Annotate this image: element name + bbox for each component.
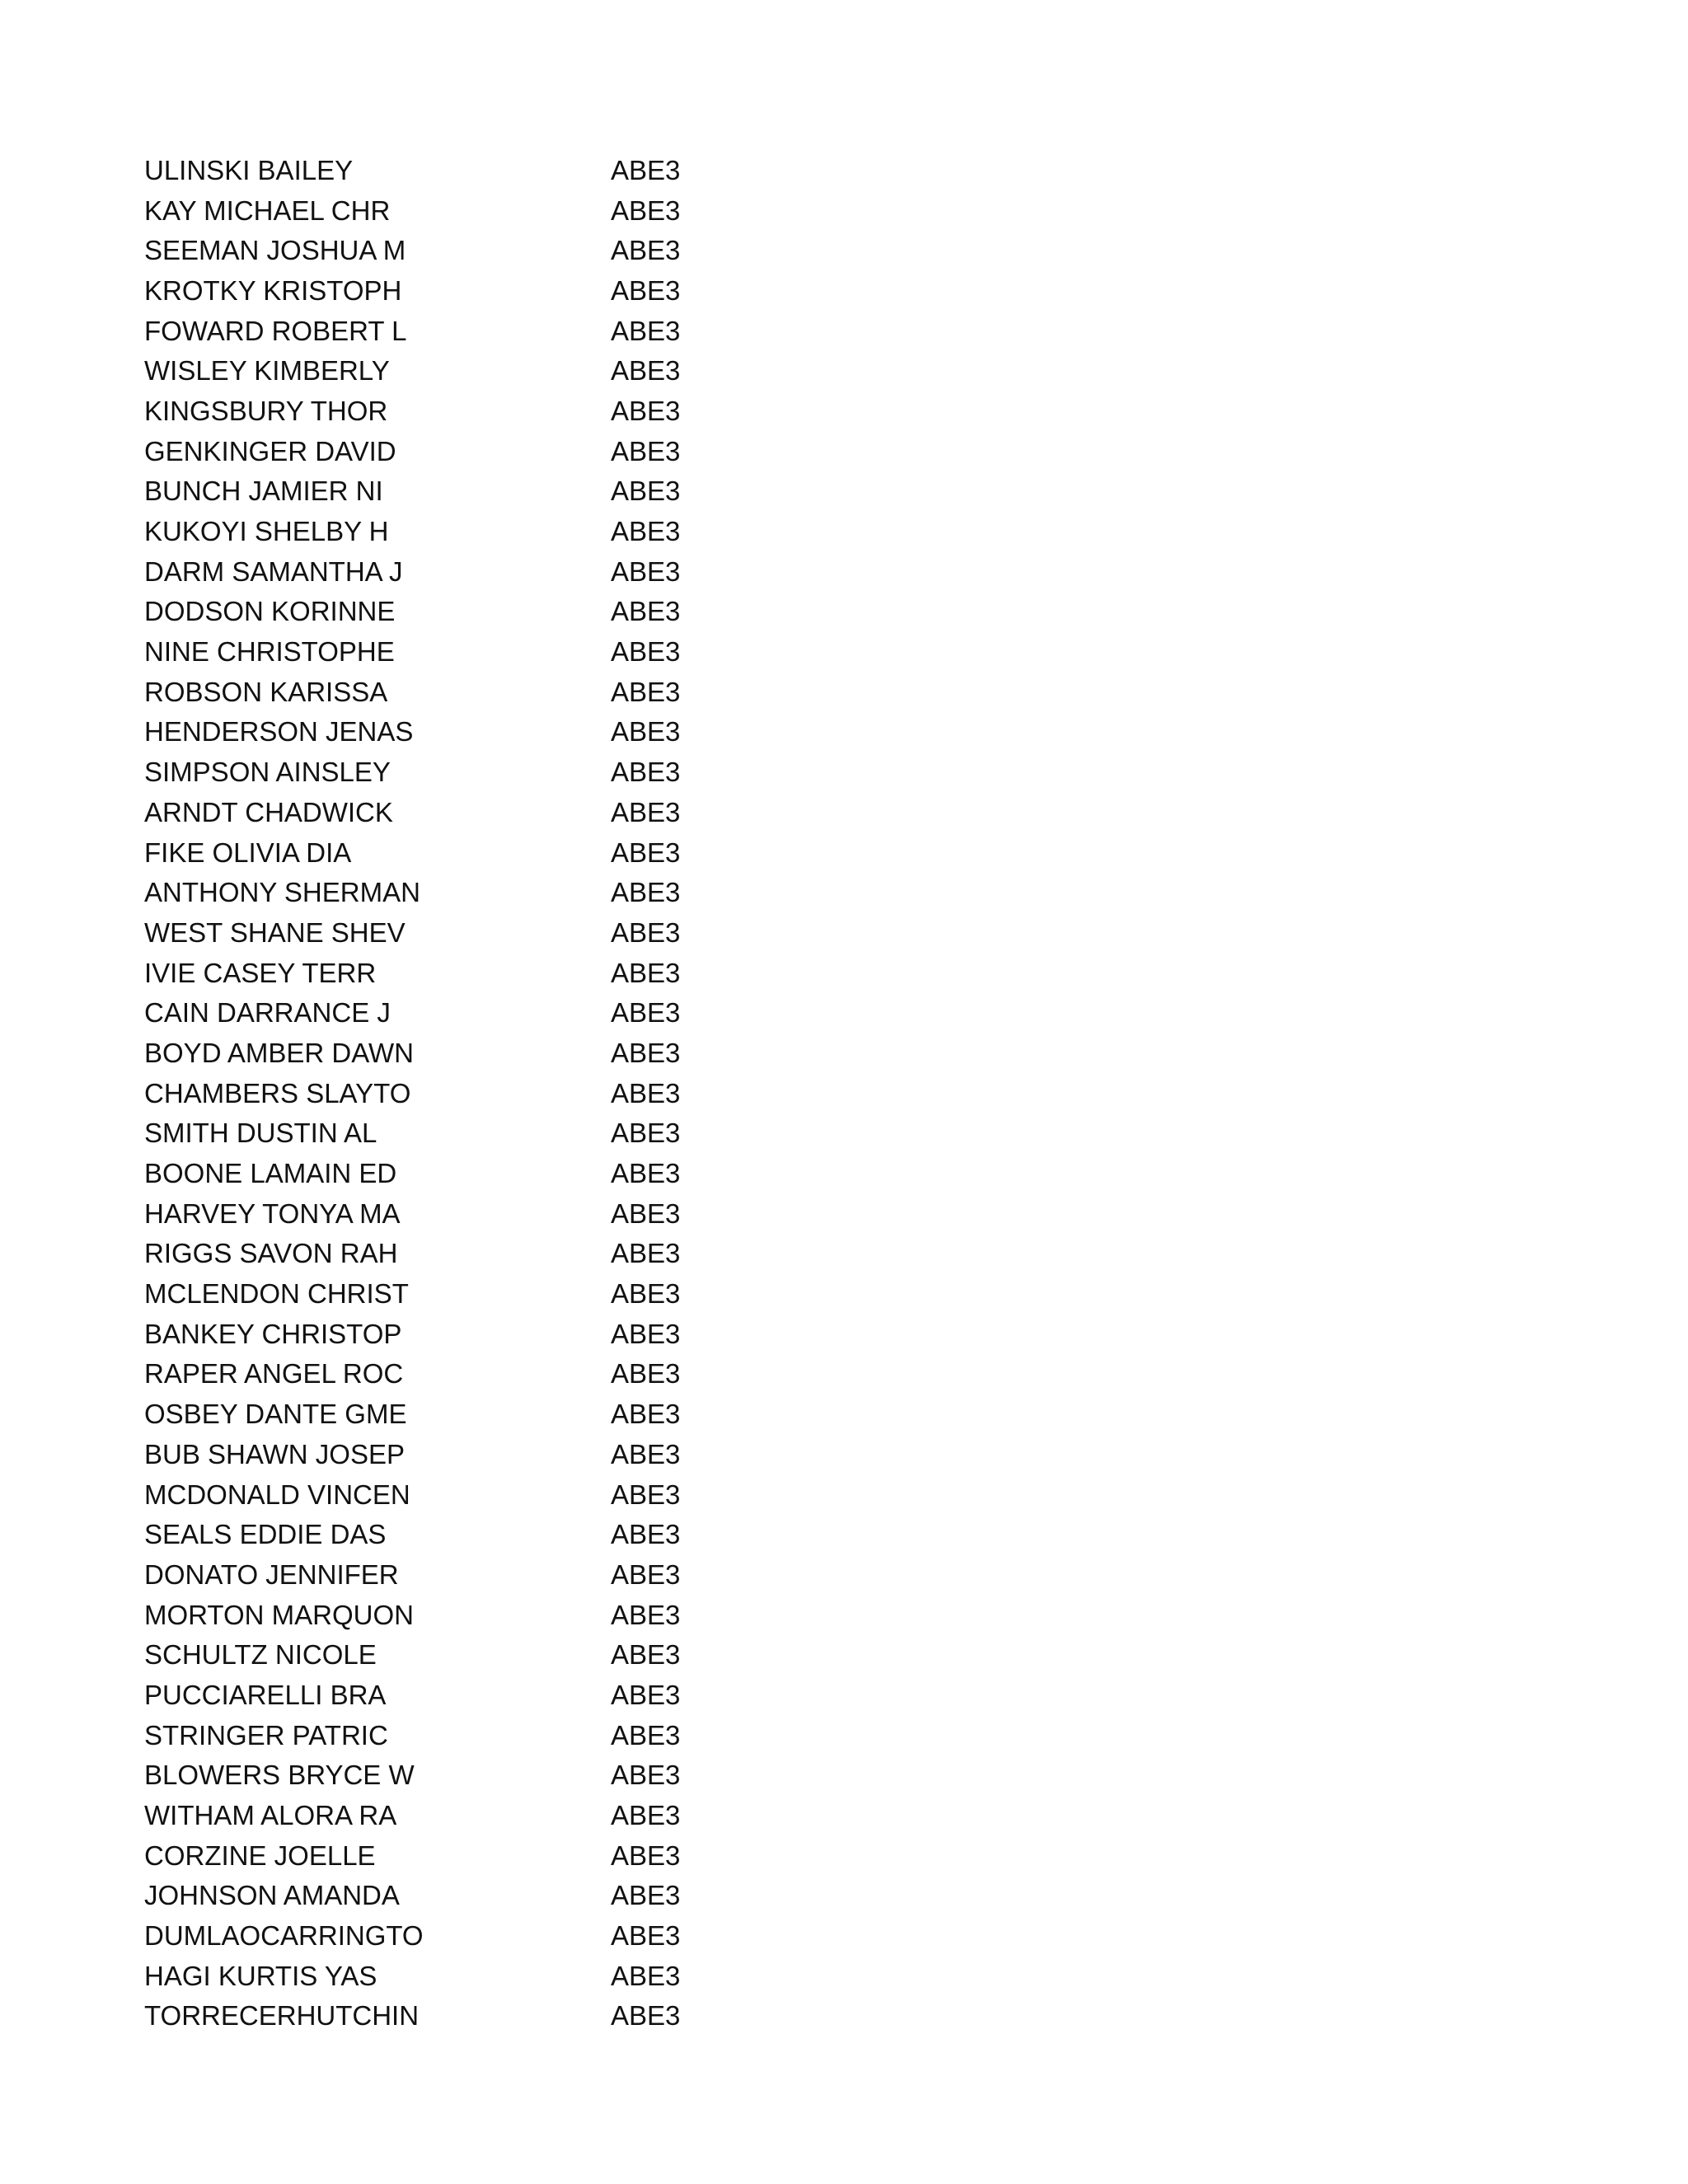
- code-cell: ABE3: [611, 1760, 681, 1791]
- code-cell: ABE3: [611, 636, 681, 668]
- list-row: [144, 1715, 886, 1755]
- code-cell: ABE3: [611, 796, 681, 827]
- person-name-cell: CAIN DARRANCE J: [144, 997, 391, 1029]
- code-cell: ABE3: [611, 1318, 681, 1349]
- person-name-cell: IVIE CASEY TERR: [144, 957, 377, 988]
- person-name-cell: CHAMBERS SLAYTO: [144, 1077, 411, 1108]
- list-row: [144, 592, 886, 632]
- list-row: [144, 712, 886, 752]
- person-name-cell: GENKINGER DAVID: [144, 435, 396, 466]
- code-cell: ABE3: [611, 274, 681, 306]
- code-cell: ABE3: [611, 1519, 681, 1550]
- person-name-cell: FIKE OLIVIA DIA: [144, 837, 352, 868]
- code-cell: ABE3: [611, 516, 681, 547]
- code-cell: ABE3: [611, 1037, 681, 1068]
- list-row: [144, 912, 886, 953]
- list-row: [144, 1915, 886, 1956]
- code-cell: ABE3: [611, 957, 681, 988]
- list-row: [144, 992, 886, 1033]
- code-cell: ABE3: [611, 916, 681, 948]
- code-cell: ABE3: [611, 476, 681, 507]
- person-name-cell: ARNDT CHADWICK: [144, 796, 393, 827]
- person-name-cell: SMITH DUSTIN AL: [144, 1118, 377, 1149]
- code-cell: ABE3: [611, 1880, 681, 1911]
- list-row: [144, 872, 886, 912]
- name-code-list: [144, 150, 886, 2036]
- code-cell: ABE3: [611, 757, 681, 788]
- code-cell: ABE3: [611, 1399, 681, 1430]
- person-name-cell: ANTHONY SHERMAN: [144, 877, 420, 908]
- person-name-cell: MCDONALD VINCEN: [144, 1479, 410, 1510]
- person-name-cell: SEALS EDDIE DAS: [144, 1519, 387, 1550]
- list-row: [144, 1314, 886, 1354]
- list-row: [144, 1996, 886, 2036]
- person-name-cell: BUNCH JAMIER NI: [144, 476, 383, 507]
- list-row: [144, 270, 886, 311]
- person-name-cell: SCHULTZ NICOLE: [144, 1639, 377, 1671]
- person-name-cell: CORZINE JOELLE: [144, 1840, 376, 1871]
- list-row: [144, 1113, 886, 1154]
- code-cell: ABE3: [611, 555, 681, 587]
- person-name-cell: DONATO JENNIFER: [144, 1558, 399, 1590]
- code-cell: ABE3: [611, 1920, 681, 1952]
- list-row: [144, 1394, 886, 1434]
- code-cell: ABE3: [611, 1639, 681, 1671]
- person-name-cell: RAPER ANGEL ROC: [144, 1358, 404, 1390]
- person-name-cell: BUB SHAWN JOSEP: [144, 1438, 405, 1469]
- list-row: [144, 631, 886, 672]
- person-name-cell: HAGI KURTIS YAS: [144, 1960, 377, 1991]
- code-cell: ABE3: [611, 355, 681, 387]
- list-row: [144, 1234, 886, 1274]
- list-row: [144, 672, 886, 712]
- list-row: [144, 1514, 886, 1554]
- code-cell: ABE3: [611, 1158, 681, 1189]
- person-name-cell: DUMLAOCARRINGTO: [144, 1920, 424, 1952]
- code-cell: ABE3: [611, 1558, 681, 1590]
- list-row: [144, 1193, 886, 1234]
- list-row: [144, 1956, 886, 1996]
- list-row: [144, 832, 886, 873]
- list-row: [144, 1033, 886, 1073]
- code-cell: ABE3: [611, 1960, 681, 1991]
- code-cell: ABE3: [611, 997, 681, 1029]
- person-name-cell: TORRECERHUTCHIN: [144, 2000, 420, 2032]
- code-cell: ABE3: [611, 235, 681, 266]
- person-name-cell: KUKOYI SHELBY H: [144, 516, 389, 547]
- code-cell: ABE3: [611, 1118, 681, 1149]
- list-row: [144, 311, 886, 351]
- person-name-cell: BANKEY CHRISTOP: [144, 1318, 402, 1349]
- code-cell: ABE3: [611, 194, 681, 226]
- list-row: [144, 1434, 886, 1474]
- list-row: [144, 350, 886, 391]
- person-name-cell: STRINGER PATRIC: [144, 1719, 388, 1750]
- person-name-cell: ULINSKI BAILEY: [144, 154, 354, 185]
- person-name-cell: PUCCIARELLI BRA: [144, 1679, 387, 1710]
- list-row: [144, 1835, 886, 1876]
- person-name-cell: KROTKY KRISTOPH: [144, 274, 402, 306]
- code-cell: ABE3: [611, 1438, 681, 1469]
- list-row: [144, 1755, 886, 1796]
- code-cell: ABE3: [611, 395, 681, 426]
- list-row: [144, 1595, 886, 1635]
- code-cell: ABE3: [611, 1679, 681, 1710]
- code-cell: ABE3: [611, 1077, 681, 1108]
- list-row: [144, 1634, 886, 1675]
- person-name-cell: DODSON KORINNE: [144, 596, 396, 627]
- code-cell: ABE3: [611, 1719, 681, 1750]
- list-row: [144, 1876, 886, 1916]
- code-cell: ABE3: [611, 2000, 681, 2032]
- code-cell: ABE3: [611, 1358, 681, 1390]
- list-row: [144, 1273, 886, 1314]
- code-cell: ABE3: [611, 435, 681, 466]
- person-name-cell: OSBEY DANTE GME: [144, 1399, 407, 1430]
- person-name-cell: NINE CHRISTOPHE: [144, 636, 395, 668]
- list-row: [144, 190, 886, 231]
- list-row: [144, 1675, 886, 1715]
- list-row: [144, 1354, 886, 1394]
- list-row: [144, 1474, 886, 1515]
- person-name-cell: WEST SHANE SHEV: [144, 916, 406, 948]
- code-cell: ABE3: [611, 596, 681, 627]
- code-cell: ABE3: [611, 1197, 681, 1229]
- person-name-cell: HENDERSON JENAS: [144, 716, 414, 748]
- list-row: [144, 471, 886, 512]
- person-name-cell: KAY MICHAEL CHR: [144, 194, 391, 226]
- person-name-cell: MCLENDON CHRIST: [144, 1278, 409, 1310]
- list-row: [144, 391, 886, 431]
- list-row: [144, 1153, 886, 1193]
- person-name-cell: RIGGS SAVON RAH: [144, 1238, 398, 1269]
- list-row: [144, 1795, 886, 1835]
- person-name-cell: JOHNSON AMANDA: [144, 1880, 400, 1911]
- person-name-cell: BOONE LAMAIN ED: [144, 1158, 397, 1189]
- person-name-cell: MORTON MARQUON: [144, 1599, 414, 1630]
- code-cell: ABE3: [611, 1238, 681, 1269]
- person-name-cell: BLOWERS BRYCE W: [144, 1760, 415, 1791]
- list-row: [144, 431, 886, 471]
- code-cell: ABE3: [611, 837, 681, 868]
- person-name-cell: KINGSBURY THOR: [144, 395, 388, 426]
- person-name-cell: HARVEY TONYA MA: [144, 1197, 401, 1229]
- person-name-cell: SEEMAN JOSHUA M: [144, 235, 406, 266]
- code-cell: ABE3: [611, 1479, 681, 1510]
- person-name-cell: DARM SAMANTHA J: [144, 555, 403, 587]
- list-row: [144, 230, 886, 270]
- list-row: [144, 1554, 886, 1595]
- code-cell: ABE3: [611, 154, 681, 185]
- person-name-cell: SIMPSON AINSLEY: [144, 757, 391, 788]
- code-cell: ABE3: [611, 716, 681, 748]
- code-cell: ABE3: [611, 676, 681, 707]
- list-row: [144, 150, 886, 190]
- list-row: [144, 792, 886, 832]
- person-name-cell: WITHAM ALORA RA: [144, 1800, 397, 1831]
- list-row: [144, 551, 886, 592]
- code-cell: ABE3: [611, 1599, 681, 1630]
- code-cell: ABE3: [611, 877, 681, 908]
- code-cell: ABE3: [611, 1278, 681, 1310]
- person-name-cell: WISLEY KIMBERLY: [144, 355, 390, 387]
- list-row: [144, 752, 886, 792]
- list-row: [144, 511, 886, 551]
- code-cell: ABE3: [611, 1840, 681, 1871]
- list-row: [144, 1073, 886, 1113]
- code-cell: ABE3: [611, 315, 681, 346]
- person-name-cell: FOWARD ROBERT L: [144, 315, 407, 346]
- code-cell: ABE3: [611, 1800, 681, 1831]
- person-name-cell: BOYD AMBER DAWN: [144, 1037, 414, 1068]
- person-name-cell: ROBSON KARISSA: [144, 676, 388, 707]
- list-row: [144, 953, 886, 993]
